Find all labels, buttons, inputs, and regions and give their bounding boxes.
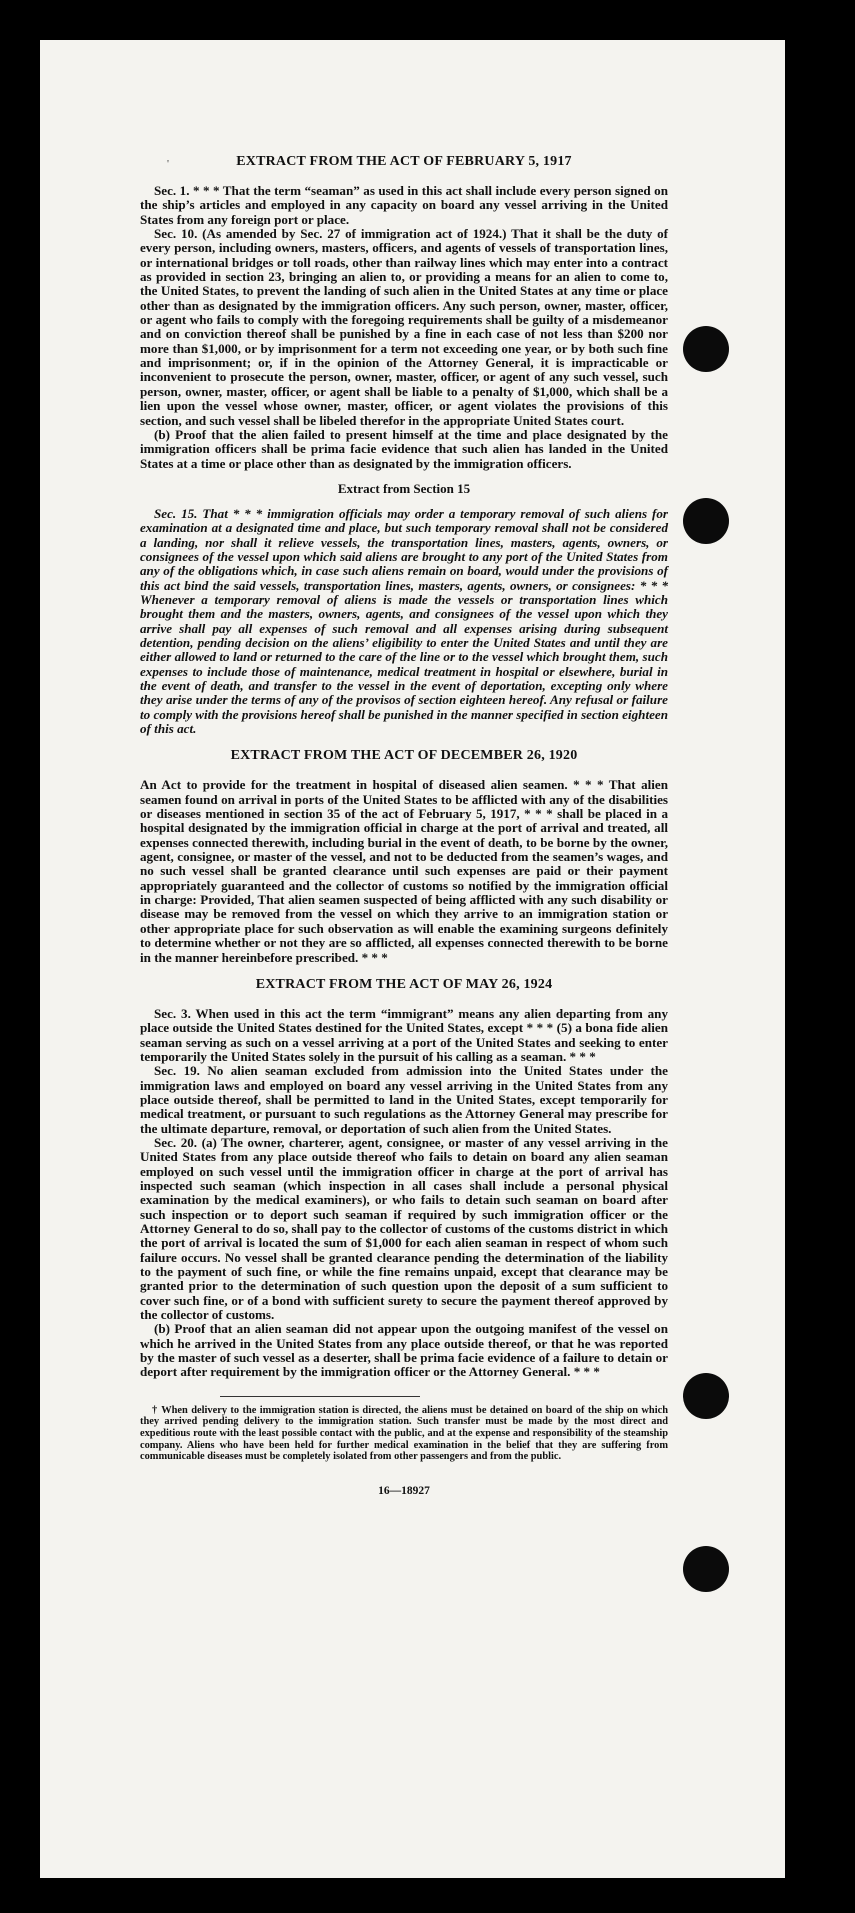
heading-act-1917: EXTRACT FROM THE ACT OF FEBRUARY 5, 1917 <box>236 154 572 169</box>
sec-10-paragraph: Sec. 10. (As amended by Sec. 27 of immigration act of 1924.) That it shall be the duty of every person, including owners, masters, officers, and agents of vessels of transportation lines, or international bridges or toll roads, other than railway lines which may enter into a contract as provided in section 23, bringing an alien to, or providing a means for an alien to come to, the United States, to prevent the landing of such alien in the United States at any time or place other than as designated by the immigration officers. Any such person, owner, master, officer, or agent who fails to comply with the foregoing requirements shall be guilty of a misdemeanor and on conviction thereof shall be punished by a fine in each case of not less than $200 nor more than $1,000, or by imprisonment for a term not exceeding one year, or by both such fine and imprisonment; or, if in the opinion of the Attorney General, it is impracticable or inconvenient to prosecute the person, owner, master, officer, or agent of any such vessel, such person, owner, master, officer, or agent shall be liable to a penalty of $1,000, which shall be a lien upon the vessel whose owner, master, officer, or agent violates the provisions of this section, and such vessel shall be libeled therefor in the appropriate United States court. <box>140 226 668 428</box>
punch-hole <box>683 498 729 544</box>
sec-20b-paragraph: (b) Proof that an alien seaman did not appear upon the outgoing manifest of the vessel on which he arrived in the United States from any place outside thereof, or that he was reported by the master of such vessel as a deserter, shall be prima facie evidence of a failure to detain or deport after requirement by the immigration officer or the Attorney General. * * * <box>140 1321 668 1380</box>
act-1920-paragraph: An Act to provide for the treatment in hospital of diseased alien seamen. * * * That alien seamen found on arrival in ports of the United States to be afflicted with any of the disabilities or diseases mentioned in section 35 of the act of February 5, 1917, * * * shall be placed in a hospital designated by the immigration official in charge at the port of arrival and treated, all expenses connected therewith, including burial in the event of death, to be borne by the owner, agent, consignee, or master of the vessel, and not to be deducted from the seamen’s wages, and no such vessel shall be granted clearance until such expenses are paid or their payment appropriately guaranteed and the collector of customs so notified by the immigration official in charge: Provided, That alien seamen suspected of being afflicted with any such disability or disease may be removed from the vessel on which they arrive to an immigration station or other appropriate place for such observation as will enable the examining surgeons definitely to determine whether or not they are so afflicted, all expenses connected therewith to be borne in the manner hereinbefore prescribed. * * * <box>140 777 668 965</box>
sec-19-paragraph: Sec. 19. No alien seaman excluded from admission into the United States under the immigration laws and employed on board any vessel arriving in the United States from any place outside thereof, shall be permitted to land in the United States, except temporarily for medical treatment, or pursuant to such regulations as the Attorney General may prescribe for the ultimate departure, removal, or deportation of such alien from the United States. <box>140 1063 668 1136</box>
sec-3-paragraph: Sec. 3. When used in this act the term “immigrant” means any alien departing from any place outside the United States destined for the United States, except * * * (5) a bona fide alien seaman serving as such on a vessel arriving at a port of the United States and seeking to enter temporarily the United States solely in the pursuit of his calling as a seaman. * * * <box>140 1005 668 1064</box>
footnote: † When delivery to the immigration station is directed, the aliens must be detained on board of the ship on which they arrived pending delivery to the immigration station. Such transfer must be made by the most direct and expeditious route with the least possible contact with the public, and at the expense and responsibility of the steamship company. Aliens who have been held for further medical examination in the belief that they are suffering from communicable diseases must be completely isolated from other passengers and from the public. <box>140 1404 668 1463</box>
document-page <box>40 40 785 1878</box>
sec-15-paragraph: Sec. 15. That * * * immigration officials may order a temporary removal of such aliens for examination at a designated time and place, but such temporary removal shall not be considered a landing, nor shall it relieve vessels, the transportation lines, masters, agents, owners, or consignees of the vessel upon which said aliens are brought to any port of the United States from any of the obligations which, in case such aliens remain on board, would under the provisions of this act bind the said vessels, transportation lines, masters, agents, owners, or consignees: * * * Whenever a temporary removal of aliens is made the vessels or transportation lines which brought them and the masters, owners, agents, and consignees of the vessel upon which they arrive shall pay all expenses of such removal and all expenses arising during subsequent detention, pending decision on the aliens’ eligibility to enter the United States and until they are either allowed to land or returned to the care of the line or to the vessel which brought them, such expenses to include those of maintenance, medical treatment in hospital or elsewhere, burial in the event of death, and transfer to the vessel in the event of deportation, excepting only where they arise under the terms of any of the provisos of section eighteen hereof. Any refusal or failure to comply with the provisions hereof shall be punished in the manner specified in section eighteen of this act. <box>140 505 668 737</box>
sec-20a-paragraph: Sec. 20. (a) The owner, charterer, agent, consignee, or master of any vessel arriving in the United States from any place outside thereof who fails to detain on board any alien seaman employed on such vessel until the immigration officer in charge at the port of arrival has inspected such seaman (which inspection in all cases shall include a personal physical examination by the medical examiners), or who fails to detain such seaman on board after such inspection or to deport such seaman if required by such immigration officer or the Attorney General to do so, shall pay to the collector of customs of the customs district in which the port of arrival is located the sum of $1,000 for each alien seaman in respect of whom such failure occurs. No vessel shall be granted clearance pending the determination of the liability to the payment of such fine, or while the fine remains unpaid, except that clearance may be granted prior to the determination of such question upon the deposit of a sum sufficient to cover such fine, or of a bond with sufficient surety to secure the payment thereof approved by the collector of customs. <box>140 1134 668 1323</box>
heading-act-1920: EXTRACT FROM THE ACT OF DECEMBER 26, 1920 <box>230 748 578 764</box>
form-number: 16—18927 <box>378 1484 430 1497</box>
sec-1-paragraph: Sec. 1. * * * That the term “seaman” as used in this act shall include every person signed on the ship’s articles and employed in any capacity on board any vessel arriving in the United States from any foreign port or place. <box>140 183 668 227</box>
heading-act-1924: EXTRACT FROM THE ACT OF MAY 26, 1924 <box>255 976 553 992</box>
punch-hole <box>683 1546 729 1592</box>
heading-section-15: Extract from Section 15 <box>337 480 471 496</box>
punch-hole <box>683 326 729 372</box>
margin-mark: ' <box>167 158 169 170</box>
sec-10b-paragraph: (b) Proof that the alien failed to present himself at the time and place designated by the immigration officers shall be prima facie evidence that such alien has landed in the United States at a time or place other than as designated by the immigration officers. <box>140 426 668 471</box>
punch-hole <box>683 1373 729 1419</box>
document-body <box>140 154 668 1497</box>
footnote-divider <box>220 1396 420 1397</box>
